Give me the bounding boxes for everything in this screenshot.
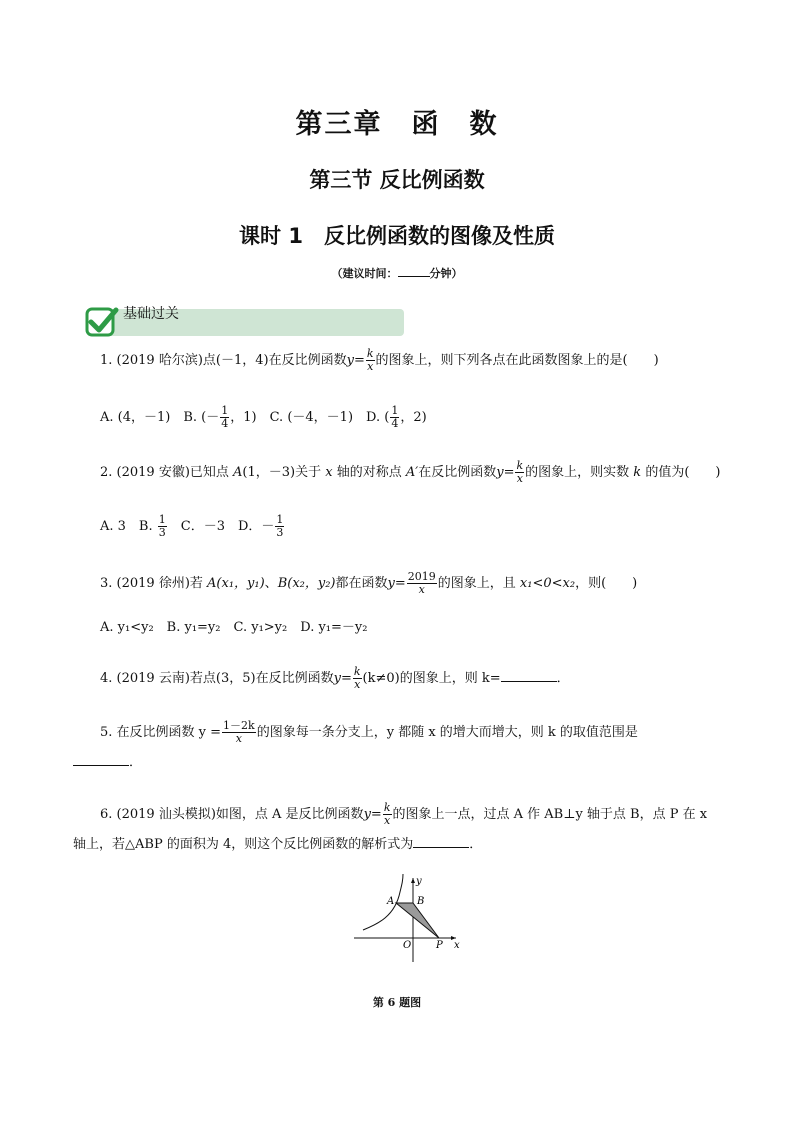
triangle-ABP — [396, 903, 439, 938]
frac-num: 1 — [158, 513, 166, 526]
question-3: 3. (2019 徐州)若 A(x₁，y₁)、B(x₂，y₂)都在函数y= $\frac{2019}{x}$ 的图象上，且 x₁<0<x₂，则( ) — [100, 570, 638, 596]
q1-opts-c: ，2) — [400, 410, 427, 425]
question-1: 1. (2019 哈尔滨)点(－1，4)在反比例函数y= $\frac{k}{x}$ 的图象上，则下列各点在此函数图象上的是( ) — [100, 347, 659, 373]
time-hint-suffix: 分钟） — [429, 267, 463, 280]
fraction-one-fourth — [220, 405, 229, 430]
var-y: y — [346, 353, 354, 368]
label-O: O — [403, 940, 412, 951]
time-blank — [398, 266, 430, 277]
frac-den: 3 — [158, 526, 166, 539]
frac-den: x — [418, 583, 425, 596]
time-hint-prefix: （建议时间： — [331, 267, 398, 280]
frac-den: x — [354, 678, 361, 691]
frac-num: k — [516, 459, 524, 472]
frac-num: k — [383, 801, 391, 814]
q3-stem-e: ，则( ) — [575, 576, 638, 591]
question-6-line2 — [73, 835, 482, 854]
fraction-one-third — [158, 514, 167, 539]
point-B-coord: B(x₂，y₂) — [277, 576, 336, 591]
question-1-options — [100, 405, 427, 430]
frac-num: 1 — [391, 404, 399, 417]
fraction-k-over-x — [515, 460, 524, 485]
q5-stem-a: 5. 在反比例函数 y = — [100, 725, 222, 740]
lesson-title: 课时 1 反比例函数的图像及性质 — [239, 224, 555, 248]
q2-stem-e: 的图象上，则实数 — [525, 465, 634, 480]
q4-stem-b: (k≠0)的图象上，则 k= — [362, 671, 501, 686]
hyperbola-figure — [350, 872, 465, 964]
question-2: 2. (2019 安徽)已知点 A(1，－3)关于 x 轴的对称点 A′在反比例函数y= $\frac{k}{x}$ 的图象上，则实数 k 的值为( ) — [100, 459, 721, 485]
q5-stem-b: 的图象每一条分支上，y 都随 x 的增大而增大，则 k 的取值范围是 — [256, 725, 638, 740]
answer-blank — [501, 669, 557, 682]
label-y: y — [416, 876, 422, 887]
q2-stem-c: 轴的对称点 — [332, 465, 406, 480]
frac-num: 1 — [221, 404, 229, 417]
q1-stem-b: 的图象上，则下列各点在此函数图象上的是( ) — [375, 353, 659, 368]
fraction-2019-over-x — [407, 571, 437, 596]
q4-stem-c: ． — [556, 671, 570, 686]
var-y: y — [496, 465, 504, 480]
point-A-coord: A(x₁，y₁) — [207, 576, 265, 591]
label-A: A — [387, 896, 395, 907]
answer-blank — [413, 835, 469, 848]
q1-opts-a: A. (4，－1) B. (－ — [100, 410, 220, 425]
q3-stem-c: 都在函数 — [335, 576, 388, 591]
q1-opts-b: ，1) C. (－4，－1) D. ( — [230, 410, 390, 425]
frac-den: 4 — [391, 417, 399, 430]
var-x: x — [325, 465, 333, 480]
question-6: 6. (2019 汕头模拟)如图，点 A 是反比例函数y= $\frac{k}{x}$ 的图象上一点，过点 A 作 AB⊥y 轴于点 B，点 P 在 x — [100, 801, 708, 827]
question-4: 4. (2019 云南)若点(3，5)在反比例函数y= $\frac{k}{x}$ (k≠0)的图象上，则 k= ． — [100, 665, 570, 691]
var-k: k — [633, 465, 642, 480]
q6-line1-a: 6. (2019 汕头模拟)如图，点 A 是反比例函数 — [100, 807, 364, 822]
time-hint — [0, 265, 794, 281]
point-A-prime: A′ — [405, 465, 419, 480]
frac-num: k — [353, 665, 361, 678]
q5-stem-c: ． — [129, 755, 143, 770]
q2-stem-a: 2. (2019 安徽)已知点 — [100, 465, 234, 480]
y-axis-arrow-icon — [411, 878, 415, 883]
frac-den: x — [367, 360, 374, 373]
label-x: x — [454, 940, 460, 951]
chapter-title: 第三章 函 数 — [295, 109, 499, 140]
q2-stem-d: 在反比例函数 — [418, 465, 497, 480]
q3-stem-a: 3. (2019 徐州)若 — [100, 576, 208, 591]
q2-stem-f: 的值为( ) — [641, 465, 721, 480]
fraction-k-over-x — [353, 666, 362, 691]
fraction-one-third — [275, 514, 284, 539]
frac-den: x — [384, 814, 391, 827]
q3-stem-b: 、 — [264, 576, 278, 591]
q2-stem-b: (1，－3)关于 — [242, 465, 326, 480]
fraction-one-fourth — [390, 405, 399, 430]
frac-den: 4 — [221, 417, 229, 430]
frac-num: 2019 — [407, 570, 436, 583]
q2-opts-a: A. 3 B. — [100, 519, 157, 534]
q1-stem-a: 1. (2019 哈尔滨)点(－1，4)在反比例函数 — [100, 353, 347, 368]
label-P: P — [436, 940, 443, 951]
question-5 — [100, 720, 638, 745]
frac-den: x — [516, 472, 523, 485]
point-A: A — [233, 465, 243, 480]
q4-stem-a: 4. (2019 云南)若点(3，5)在反比例函数 — [100, 671, 334, 686]
frac-num: 1－2k — [223, 719, 255, 732]
q2-opts-b: C．－3 D．－ — [167, 519, 275, 534]
banner-label: 基础过关 — [123, 306, 179, 322]
frac-den: 3 — [276, 526, 284, 539]
answer-blank — [73, 753, 129, 766]
q3-stem-d: 的图象上，且 — [437, 576, 520, 591]
fraction-1-2k-over-x — [222, 720, 256, 745]
figure-caption: 第 6 题图 — [372, 996, 422, 1009]
fraction-k-over-x — [383, 802, 392, 827]
q6-line2-a: 轴上，若△ABP 的面积为 4，则这个反比例函数的解析式为 — [73, 837, 414, 852]
section-title: 第三节 反比例函数 — [309, 168, 485, 192]
question-5-answer — [73, 753, 142, 772]
frac-num: 1 — [276, 513, 284, 526]
var-y: y — [333, 671, 341, 686]
check-icon — [85, 305, 119, 339]
question-2-options — [100, 514, 285, 539]
q6-line1-b: 的图象上一点，过点 A 作 AB⊥y 轴于点 B，点 P 在 x — [392, 807, 708, 822]
hyperbola-curve — [363, 874, 403, 930]
var-y: y — [387, 576, 395, 591]
fraction-k-over-x — [366, 348, 375, 373]
frac-num: k — [366, 347, 374, 360]
q6-line2-b: ． — [469, 837, 483, 852]
label-B: B — [417, 896, 425, 907]
inequality: x₁<0<x₂ — [519, 576, 576, 591]
question-3-options: A. y₁<y₂ B. y₁=y₂ C. y₁>y₂ D. y₁=－y₂ — [100, 620, 368, 635]
var-y: y — [363, 807, 371, 822]
frac-den: x — [235, 732, 242, 745]
